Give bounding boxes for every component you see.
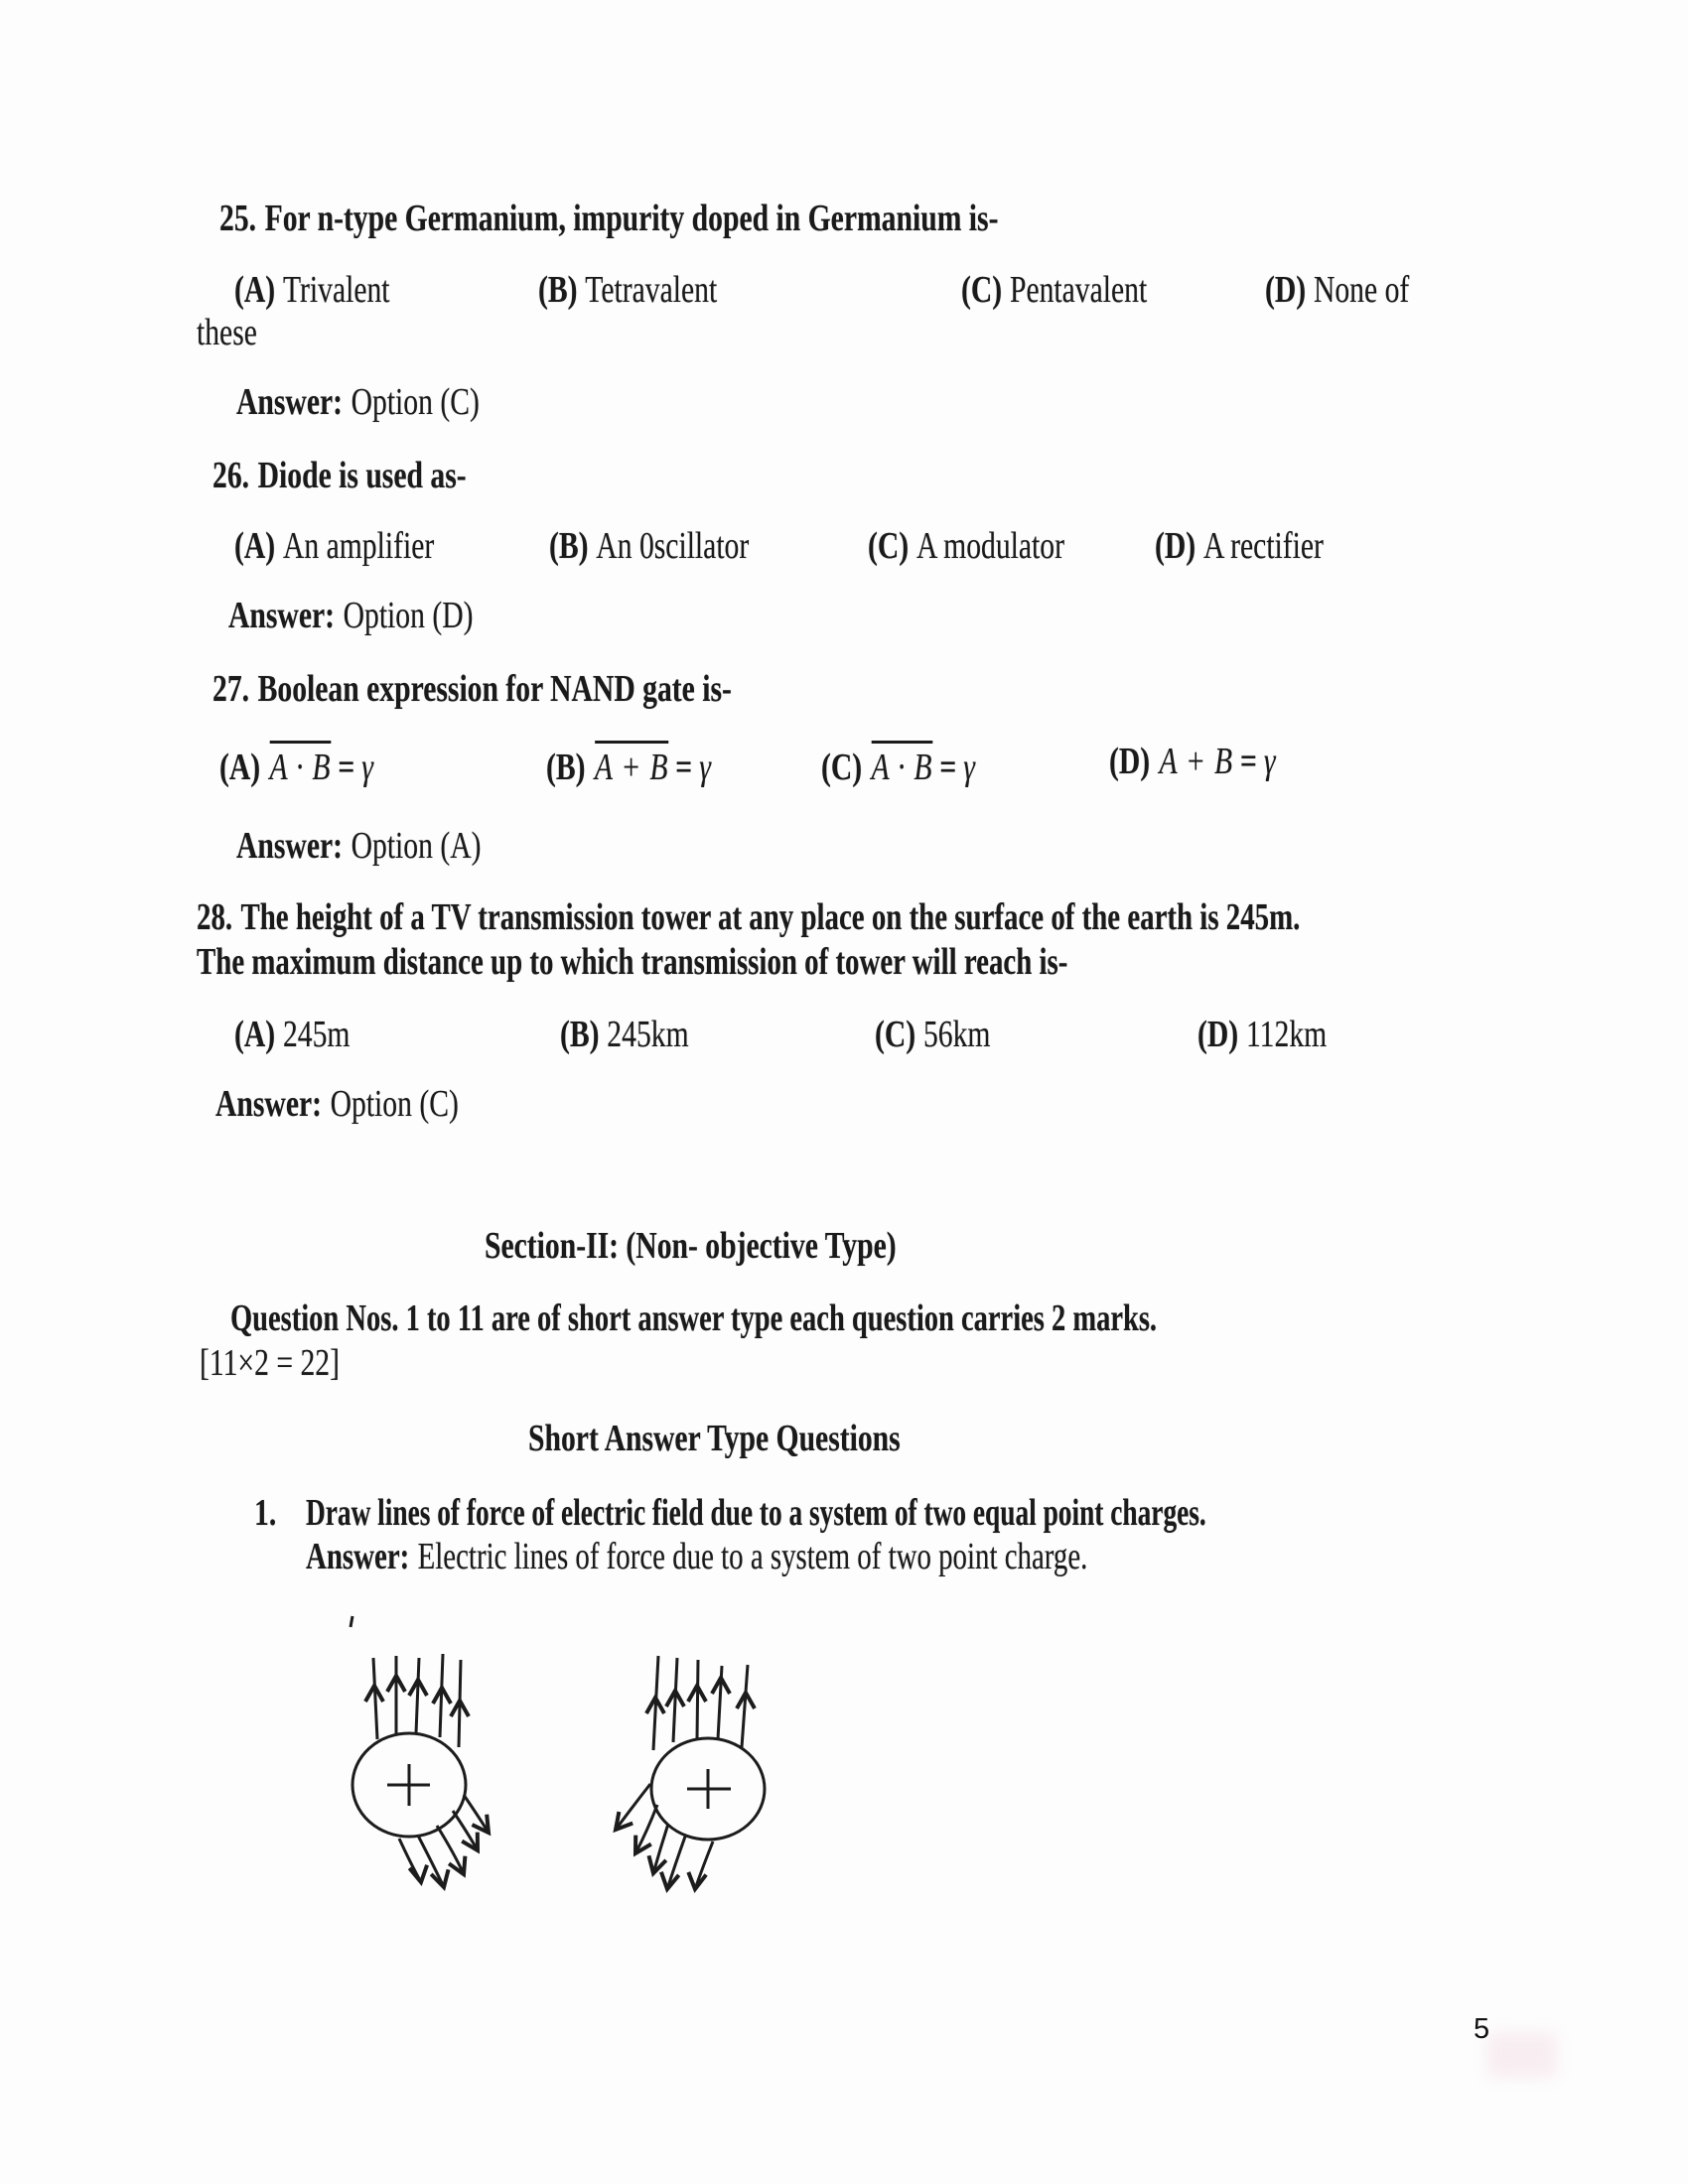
question-26-heading [212,455,467,498]
short-q1-number: 1. [254,1492,277,1534]
answer-27: Answer: Option (A) [236,825,482,867]
left-positive-charge [352,1654,495,1889]
option-26-a: (A) An amplifier [234,525,435,567]
boolean-expression: A + B [1159,741,1233,782]
question-27-number: 27. [212,668,250,710]
question-25-heading [219,198,998,241]
question-28-text-line1: The height of a TV transmission tower at any place on the surface of the earth is 245m. [240,896,1301,938]
short-q1-answer: Answer: Electric lines of force due to a system of two point charge. [306,1536,1088,1577]
question-28-heading-line1 [197,896,1300,940]
scan-artifact [351,1616,352,1627]
question-25-text: For n-type Germanium, impurity doped in Germanium is- [264,198,999,239]
option-25-a: (A) Trivalent [234,269,390,311]
question-26-text: Diode is used as- [257,455,467,496]
question-25-number: 25. [219,198,257,239]
section-instruction: Question Nos. 1 to 11 are of short answer type each question carries 2 marks. [230,1297,1158,1339]
option-25-d: (D) None of [1265,269,1410,311]
short-q1-text: Draw lines of force of electric field due to a system of two equal point charges. [306,1492,1206,1534]
question-28-heading-line2: The maximum distance up to which transmission of tower will reach is- [197,941,1068,983]
question-27-text: Boolean expression for NAND gate is- [257,668,732,710]
option-25-b: (B) Tetravalent [538,269,718,311]
option-28-b: (B) 245km [560,1014,689,1055]
question-26-number: 26. [212,455,250,496]
section-title: Section-II: (Non- objective Type) [485,1225,897,1267]
section-subtitle: Short Answer Type Questions [528,1418,901,1459]
option-27-b: (B) A + B = γ [546,741,711,790]
option-26-d: (D) A rectifier [1155,525,1324,567]
answer-28: Answer: Option (C) [215,1083,459,1125]
option-27-c: (C) A · B = γ [821,741,975,790]
section-marks: [11×2 = 22] [200,1342,340,1384]
answer-25: Answer: Option (C) [236,381,480,423]
arrow-down-icon [686,1872,706,1890]
boolean-expression: A · B [270,741,332,790]
option-26-b: (B) An 0scillator [549,525,750,567]
option-28-d: (D) 112km [1197,1014,1328,1055]
question-28-number: 28. [197,896,233,938]
option-28-c: (C) 56km [875,1014,991,1055]
option-25-c: (C) Pentavalent [961,269,1148,311]
option-26-c: (C) A modulator [868,525,1064,567]
boolean-expression: A + B [595,741,668,790]
option-25-d-overflow: these [197,312,257,353]
page-number: 5 [1474,2013,1490,2045]
option-27-d: (D) A + B = γ [1109,741,1276,782]
scan-smudge [1486,2031,1558,2079]
option-28-a: (A) 245m [234,1014,351,1055]
answer-26: Answer: Option (D) [228,595,474,636]
option-27-a: (A) A · B = γ [219,741,373,790]
right-positive-charge [609,1656,765,1891]
question-27-heading [212,668,732,712]
field-lines-diagram [298,1608,933,1966]
boolean-expression: A · B [872,741,933,790]
